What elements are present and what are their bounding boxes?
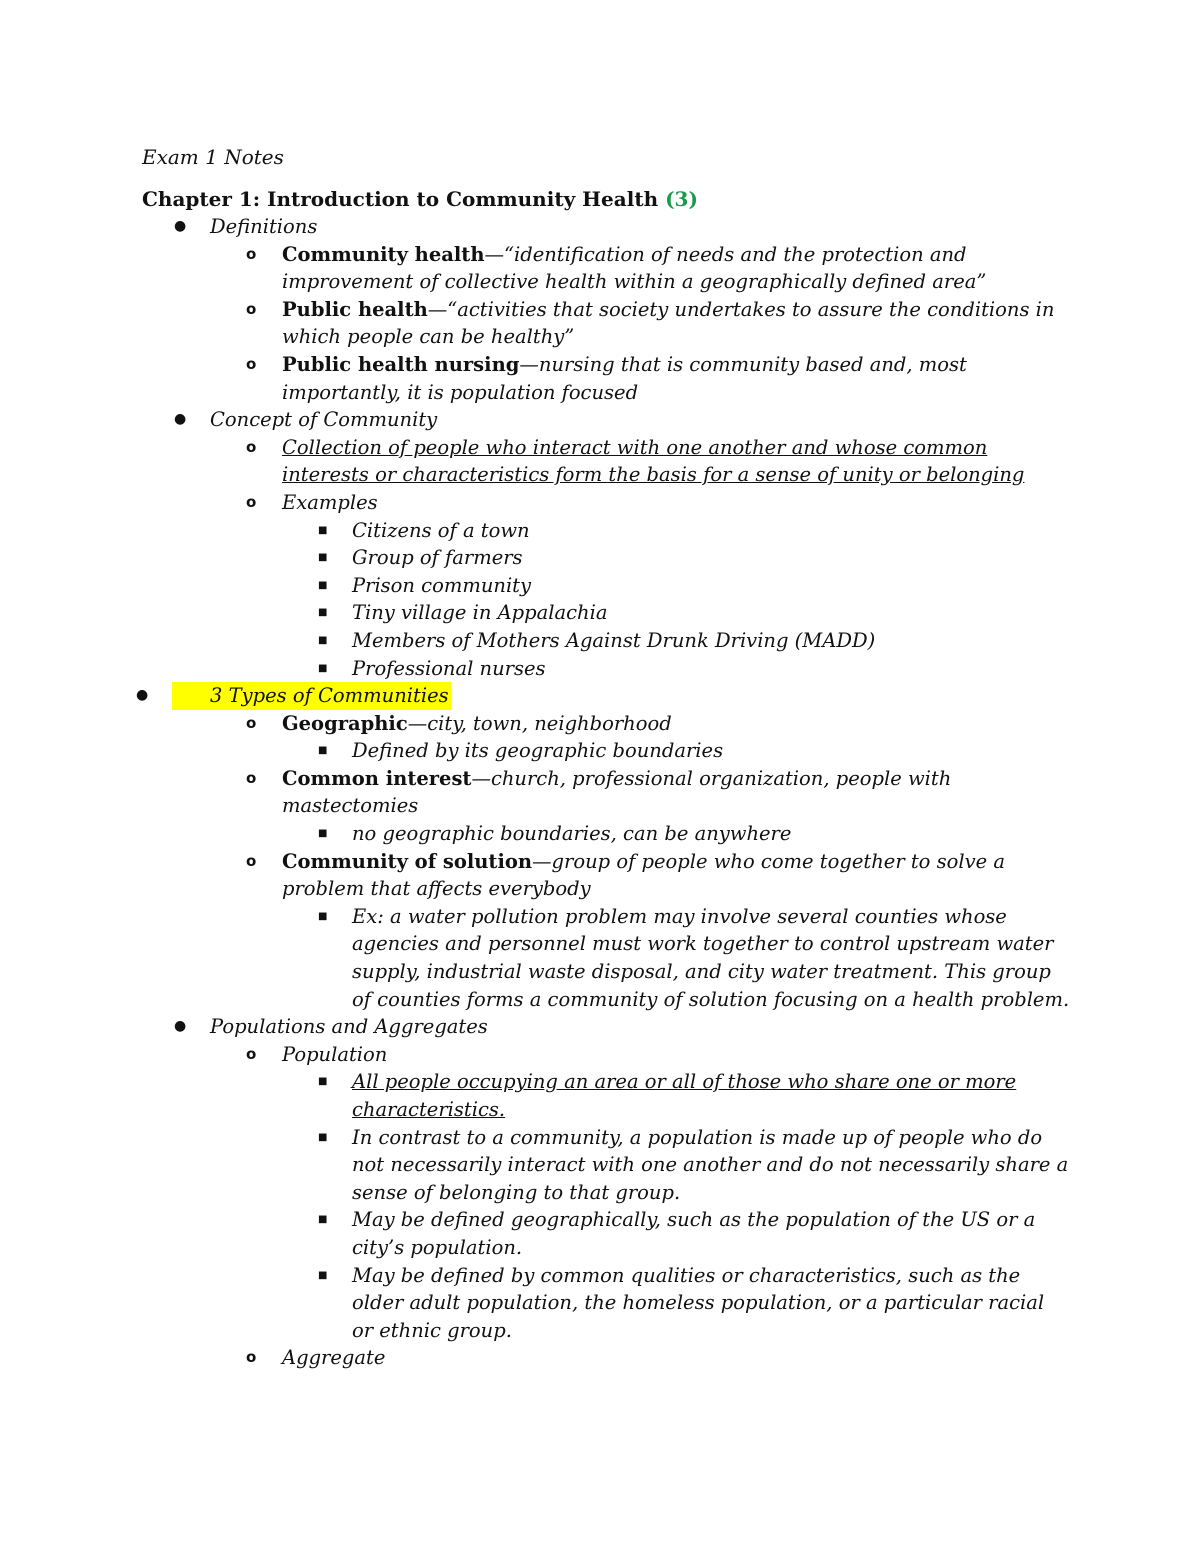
list-item xyxy=(210,765,1070,848)
definitions-label: Definitions xyxy=(210,215,318,238)
concept-label: Concept of Community xyxy=(210,408,438,432)
square-bullet-icon: ■ xyxy=(318,1076,328,1088)
chapter-count: (3) xyxy=(665,187,698,211)
chapter-heading xyxy=(142,185,1070,213)
example-text: Tiny village in Appalachia xyxy=(352,601,608,625)
bullet-icon: ● xyxy=(136,687,149,704)
square-bullet-icon: ■ xyxy=(318,524,328,536)
list-item xyxy=(210,434,1070,489)
square-bullet-icon: ■ xyxy=(318,579,328,591)
concept-list xyxy=(210,434,1070,682)
square-bullet-icon: ■ xyxy=(318,1214,328,1226)
list-item xyxy=(210,1344,1070,1372)
population-label: Population xyxy=(282,1042,388,1066)
population-text: May be defined by common qualities or characteristics, such as the older adult population, the homeless population, or a particular racial or ethnic group. xyxy=(352,1263,1045,1342)
list-item-populations-and-aggregates xyxy=(142,1013,1070,1372)
concept-definition: Collection of people who interact with one another and whose common interests or characteristics form the basis for a sense of unity or belonging xyxy=(282,435,1025,487)
list-item xyxy=(210,848,1070,1014)
list-item xyxy=(282,1206,1070,1261)
type-text: —group of people who come together to solve a problem that affects everybody xyxy=(282,849,1005,901)
list-item xyxy=(282,903,1070,1013)
type-sub-text: no geographic boundaries, can be anywhere xyxy=(352,822,792,846)
bullet-icon: ● xyxy=(174,218,187,234)
example-text: Members of Mothers Against Drunk Driving (MADD) xyxy=(352,628,876,652)
population-definition: All people occupying an area or all of those who share one or more characteristics. xyxy=(352,1070,1017,1121)
definition-text: —“activities that society undertakes to assure the conditions in which people can be healthy” xyxy=(282,297,1055,349)
square-bullet-icon: ■ xyxy=(318,607,328,619)
list-item xyxy=(282,517,1070,545)
types-list xyxy=(210,710,1070,1014)
circle-bullet-icon: o xyxy=(246,851,257,870)
examples-list xyxy=(282,517,1070,683)
circle-bullet-icon: o xyxy=(246,244,257,263)
circle-bullet-icon: o xyxy=(246,768,257,787)
list-item xyxy=(282,820,1070,848)
definition-text: —“identification of needs and the protection and improvement of collective health within a geographically defined area” xyxy=(282,242,987,294)
aggregate-label: Aggregate xyxy=(282,1346,386,1370)
square-bullet-icon: ■ xyxy=(318,745,328,757)
bullet-icon: ● xyxy=(174,1018,187,1035)
types-label: 3 Types of Communities xyxy=(210,684,449,708)
population-sub-list xyxy=(282,1068,1070,1344)
list-item xyxy=(282,599,1070,627)
example-text: Professional nurses xyxy=(352,656,546,680)
list-item xyxy=(210,1041,1070,1345)
list-item xyxy=(210,296,1070,351)
square-bullet-icon: ■ xyxy=(318,828,328,840)
circle-bullet-icon: o xyxy=(246,354,257,373)
term-geographic: Geographic xyxy=(282,711,408,735)
circle-bullet-icon: o xyxy=(246,492,257,511)
list-item xyxy=(210,351,1070,406)
list-item-definitions xyxy=(142,213,1070,406)
list-item xyxy=(282,544,1070,572)
type-sub-text: Defined by its geographic boundaries xyxy=(352,739,724,763)
circle-bullet-icon: o xyxy=(246,1348,257,1367)
list-item xyxy=(282,737,1070,765)
term-public-health-nursing: Public health nursing xyxy=(282,352,520,376)
example-text: Citizens of a town xyxy=(352,518,530,542)
type-sub-list xyxy=(282,737,1070,765)
square-bullet-icon: ■ xyxy=(318,1269,328,1281)
list-item xyxy=(210,489,1070,682)
list-item xyxy=(210,710,1070,765)
type-sub-list xyxy=(282,903,1070,1013)
term-community-health: Community health xyxy=(282,242,485,266)
list-item-concept-of-community xyxy=(142,406,1070,682)
populations-list xyxy=(210,1041,1070,1372)
definitions-list xyxy=(210,241,1070,407)
highlighted-heading xyxy=(136,682,451,710)
circle-bullet-icon: o xyxy=(246,1044,257,1063)
square-bullet-icon: ■ xyxy=(318,662,328,674)
type-sub-text: Ex: a water pollution problem may involve several counties whose agencies and personnel must work together to control upstream water supply, industrial waste disposal, and city water treatment. This group of counties forms a community of solution focusing on a health problem. xyxy=(352,904,1070,1011)
type-text: —church, professional organization, people with mastectomies xyxy=(282,766,952,818)
circle-bullet-icon: o xyxy=(246,713,257,732)
population-text: In contrast to a community, a population is made up of people who do not necessarily interact with one another and do not necessarily share a sense of belonging to that group. xyxy=(352,1125,1069,1204)
circle-bullet-icon: o xyxy=(246,437,257,456)
square-bullet-icon: ■ xyxy=(318,1131,328,1143)
population-text: May be defined geographically, such as the population of the US or a city’s population. xyxy=(352,1208,1036,1259)
example-text: Prison community xyxy=(352,573,532,597)
list-item xyxy=(282,1068,1070,1123)
chapter-heading-text: Chapter 1: Introduction to Community Health xyxy=(142,187,659,211)
square-bullet-icon: ■ xyxy=(318,910,328,922)
list-item xyxy=(210,241,1070,296)
type-sub-list xyxy=(282,820,1070,848)
definition-text: —nursing that is community based and, most importantly, it is population focused xyxy=(282,352,967,404)
square-bullet-icon: ■ xyxy=(318,634,328,646)
bullet-icon: ● xyxy=(174,411,187,428)
list-item-types-of-communities xyxy=(136,682,1070,1013)
term-public-health: Public health xyxy=(282,297,428,321)
populations-label: Populations and Aggregates xyxy=(210,1015,488,1039)
term-common-interest: Common interest xyxy=(282,766,472,790)
list-item xyxy=(282,627,1070,655)
square-bullet-icon: ■ xyxy=(318,552,328,564)
list-item xyxy=(282,572,1070,600)
examples-label: Examples xyxy=(282,490,378,514)
list-item xyxy=(282,1124,1070,1207)
list-item xyxy=(282,655,1070,683)
type-text: —city, town, neighborhood xyxy=(407,711,672,735)
outline-level-1 xyxy=(136,213,1070,1372)
document-title: Exam 1 Notes xyxy=(142,145,284,169)
circle-bullet-icon: o xyxy=(246,299,257,318)
list-item xyxy=(282,1262,1070,1345)
term-community-of-solution: Community of solution xyxy=(282,849,533,873)
example-text: Group of farmers xyxy=(352,546,523,570)
